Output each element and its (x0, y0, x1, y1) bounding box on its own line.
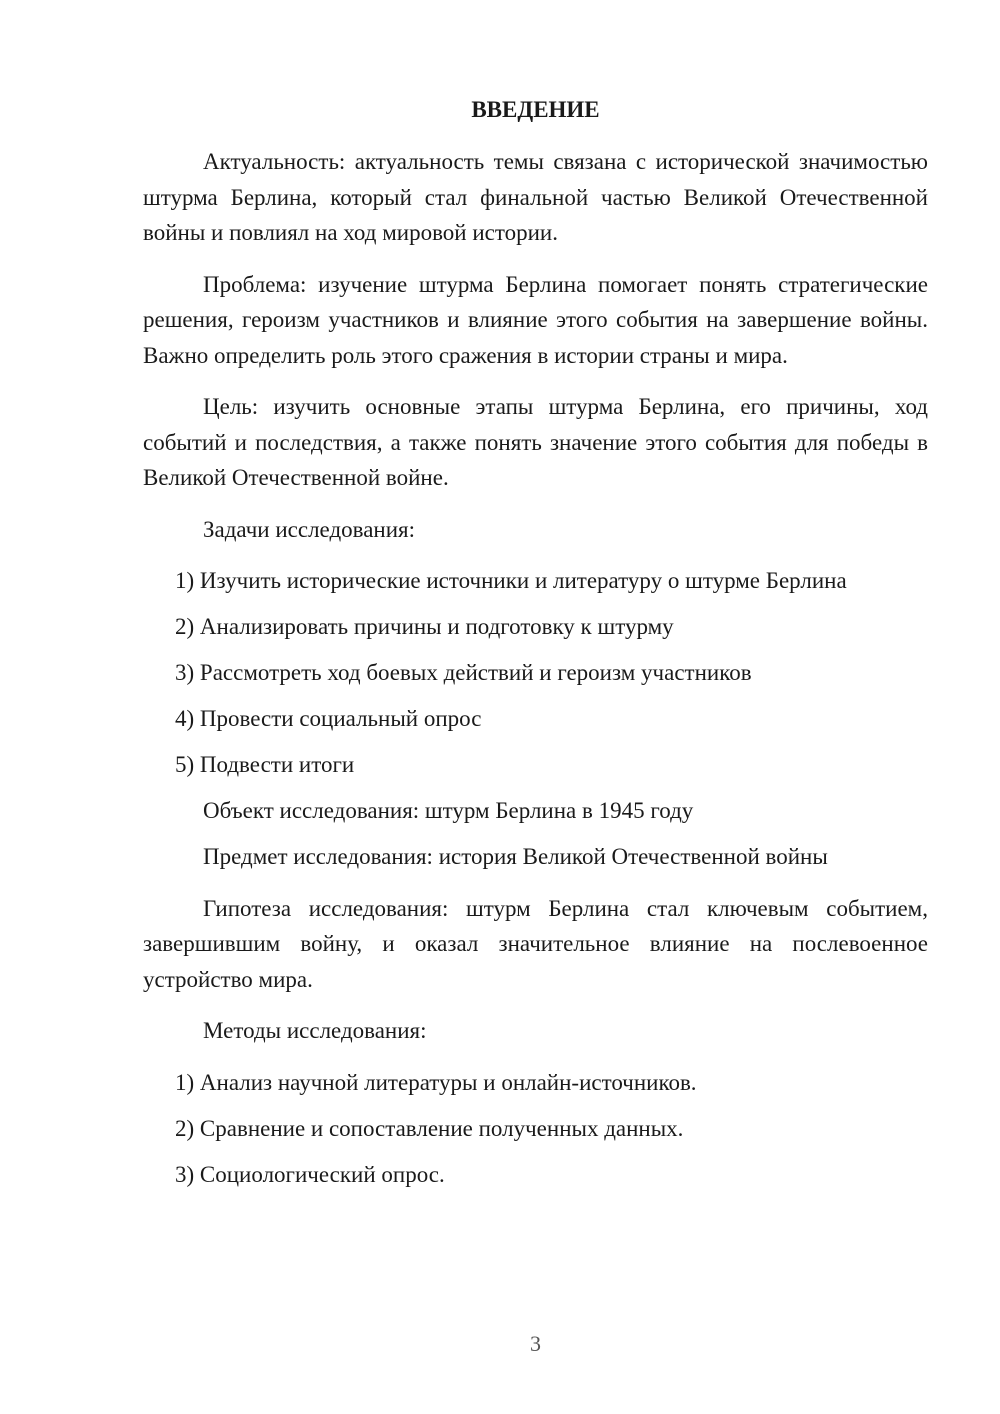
list-item: 3) Рассмотреть ход боевых действий и героизм участников (175, 660, 752, 685)
list-item: 4) Провести социальный опрос (175, 706, 482, 731)
list-item: 1) Анализ научной литературы и онлайн-источников. (175, 1069, 697, 1095)
list-item: 2) Сравнение и сопоставление полученных данных. (175, 1115, 684, 1141)
tasks-list (143, 563, 928, 783)
hypothesis-paragraph: Гипотеза исследования: штурм Берлина стал ключевым событием, завершившим войну, и оказал значительное влияние на послевоенное устройство мира. (143, 895, 928, 992)
list-item: 5) Подвести итоги (175, 752, 355, 777)
list-item: 1) Изучить исторические источники и литературу о штурме Берлина (175, 568, 847, 593)
list-item: 2) Анализировать причины и подготовку к штурму (175, 614, 674, 639)
page-number: 3 (530, 1331, 541, 1356)
methods-list (143, 1065, 928, 1193)
goal-paragraph: Цель: изучить основные этапы штурма Берлина, его причины, ход событий и последствия, а также понять значение этого события для победы в Великой Отечественной войне. (143, 394, 928, 490)
document-page (143, 92, 928, 1203)
research-subject: Предмет исследования: история Великой Отечественной войны (203, 844, 828, 869)
methods-heading: Методы исследования: (203, 1018, 427, 1043)
list-item: 3) Социологический опрос. (175, 1161, 445, 1187)
relevance-paragraph: Актуальность: актуальность темы связана с исторической значимостью штурма Берлина, который стал финальной частью Великой Отечественной войны и повлиял на ход мировой истории. (143, 149, 928, 245)
section-title: ВВЕДЕНИЕ (471, 97, 600, 122)
problem-paragraph: Проблема: изучение штурма Берлина помогает понять стратегические решения, героизм участников и влияние этого события на завершение войны. Важно определить роль этого сражения в истории страны и мира. (143, 271, 928, 368)
tasks-heading: Задачи исследования: (203, 516, 416, 542)
research-object: Объект исследования: штурм Берлина в 1945 году (203, 798, 694, 823)
